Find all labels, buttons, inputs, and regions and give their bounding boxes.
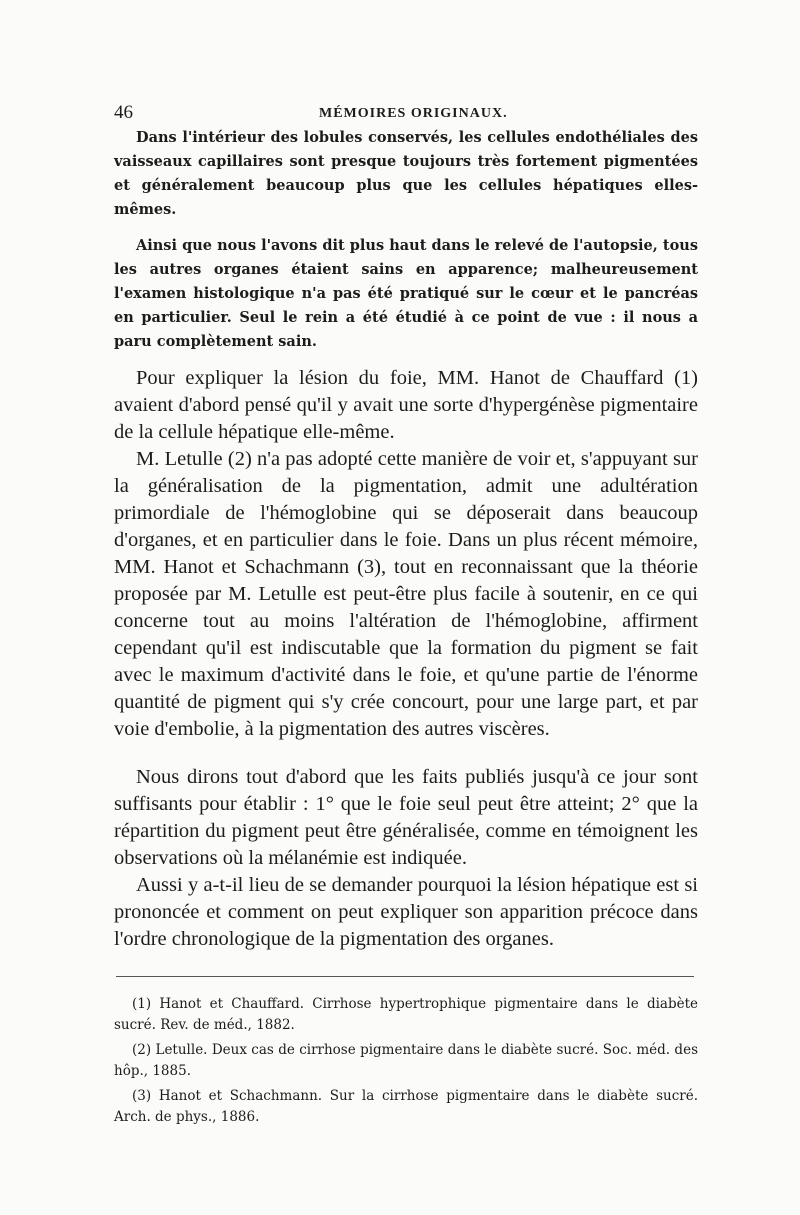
footnote-divider [116, 976, 694, 977]
paragraph-lobules: Dans l'intérieur des lobules conservés, les cellules endothéliales des vaisseaux capillaires sont presque toujours très fortement pigmentées et généralement beaucoup plus que les cellules hépatiques elles-mêmes. [114, 129, 698, 218]
footnote-2: (2) Letulle. Deux cas de cirrhose pigmentaire dans le diabète sucré. Soc. méd. des hôp., 1885. [114, 1042, 698, 1079]
paragraph-letulle: M. Letulle (2) n'a pas adopté cette manière de voir et, s'appuyant sur la généralisation de la pigmentation, admit une adultération primordiale de l'hémoglobine qui se déposerait dans beaucoup d'organes, et en particulier dans le foie. Dans un plus récent mémoire, MM. Hanot et Schachmann (3), tout en reconnaissant que la théorie proposée par M. Letulle est peut-être plus facile à soutenir, en ce qui concerne tout au moins l'altération de l'hémoglobine, affirment cependant qu'il est indiscutable que la formation du pigment se fait avec le maximum d'activité dans le foie, et qu'une partie de l'énorme quantité de pigment qui s'y crée concourt, pour une large part, et par voie d'embolie, à la pigmentation des autres viscères. [114, 448, 698, 740]
paragraph-hanot-chauffard: Pour expliquer la lésion du foie, MM. Hanot de Chauffard (1) avaient d'abord pensé qu'il y avait une sorte d'hypergénèse pigmentaire de la cellule hépatique elle-même. [114, 367, 698, 443]
footnote-1: (1) Hanot et Chauffard. Cirrhose hypertrophique pigmentaire dans le diabète sucré. Rev. de méd., 1882. [114, 996, 698, 1033]
footnote-3: (3) Hanot et Schachmann. Sur la cirrhose pigmentaire dans le diabète sucré. Arch. de phys., 1886. [114, 1088, 698, 1125]
running-head: MÉMOIRES ORIGINAUX. [319, 106, 508, 121]
paragraph-lesion-hepatique: Aussi y a-t-il lieu de se demander pourquoi la lésion hépatique est si prononcée et comment on peut expliquer son apparition précoce dans l'ordre chronologique de la pigmentation des organes. [114, 874, 698, 950]
paragraph-faits-publies: Nous dirons tout d'abord que les faits publiés jusqu'à ce jour sont suffisants pour établir : 1° que le foie seul peut être atteint; 2° que la répartition du pigment peut être généralisée, comme en témoignent les observations où la mélanémie est indiquée. [114, 766, 698, 869]
page-number: 46 [114, 102, 133, 123]
paragraph-autopsie: Ainsi que nous l'avons dit plus haut dans le relevé de l'autopsie, tous les autres organes étaient sains en apparence; malheureusement l'examen histologique n'a pas été pratiqué sur le cœur et le pancréas en particulier. Seul le rein a été étudié à ce point de vue : il nous a paru complètement sain. [114, 237, 698, 350]
